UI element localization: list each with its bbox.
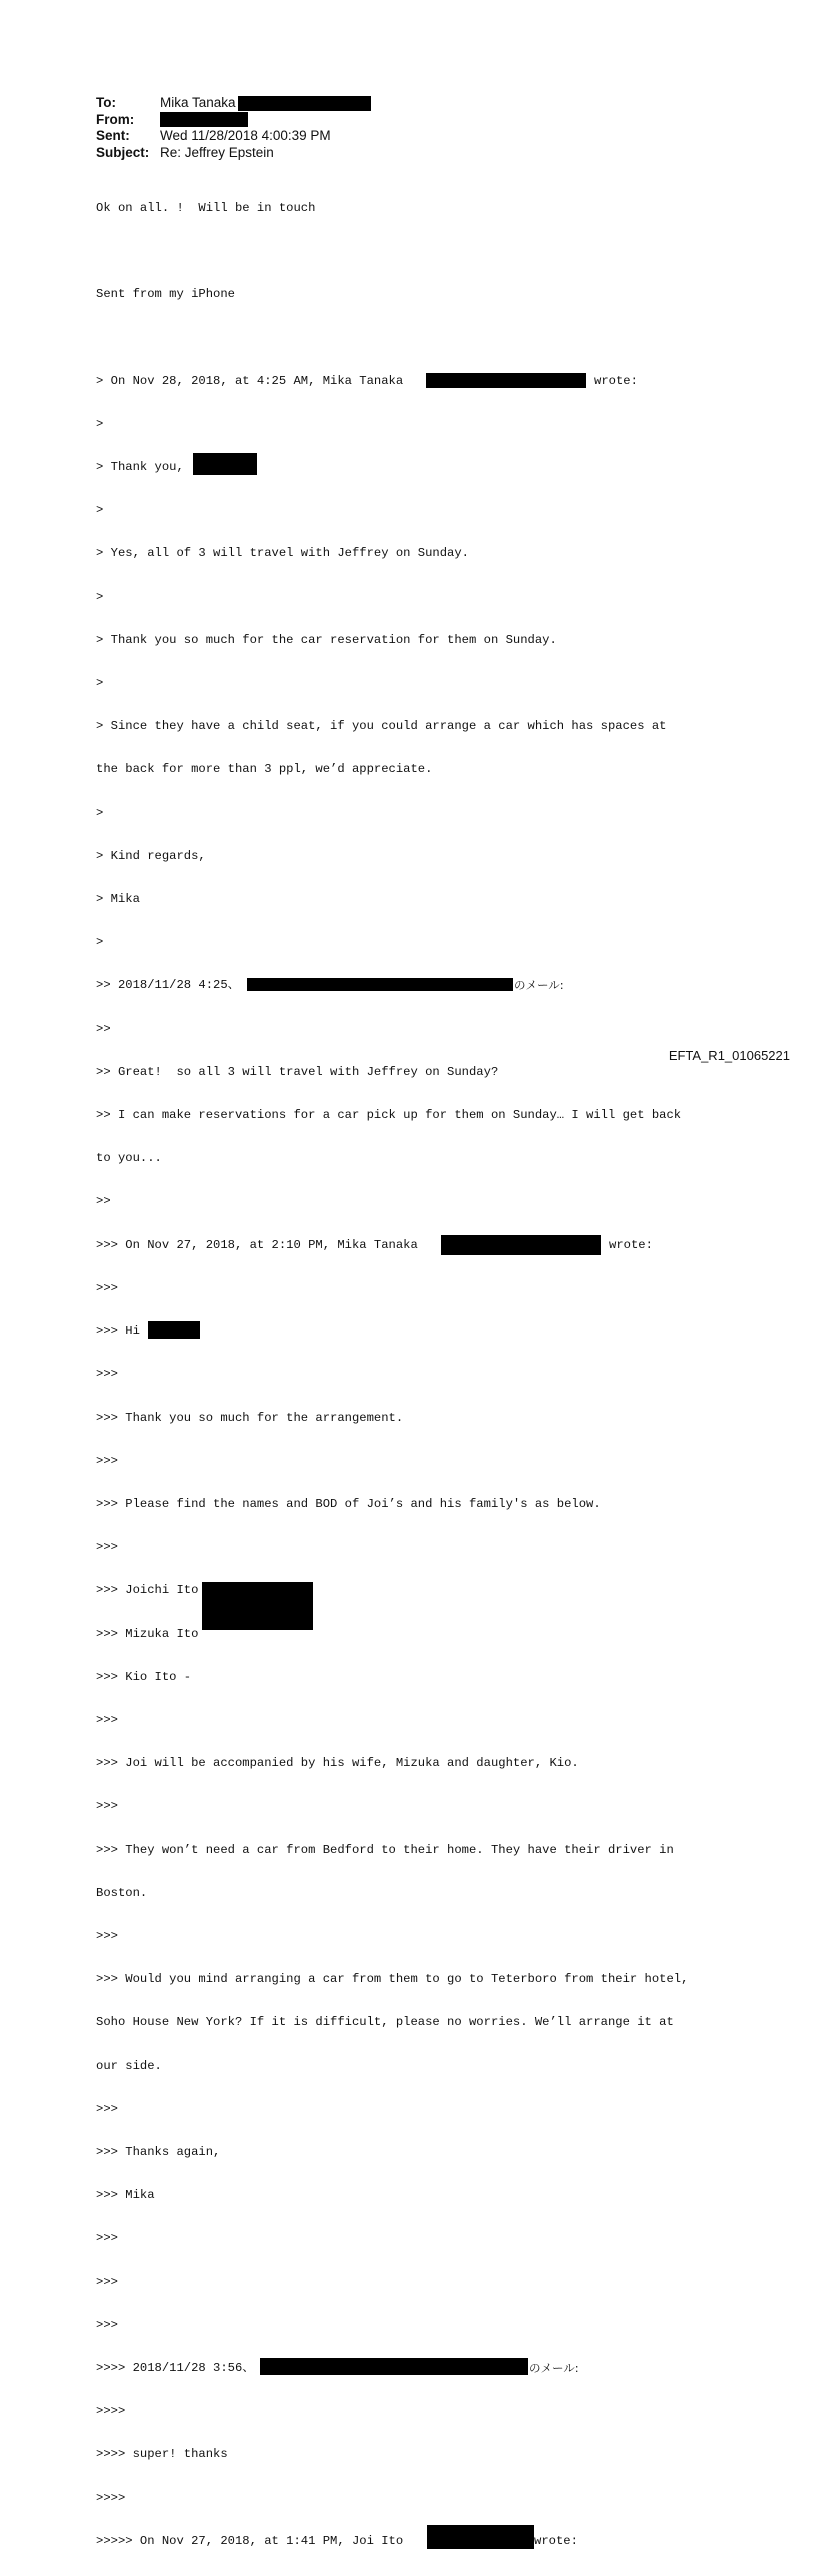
redaction-bar (202, 1582, 313, 1630)
body-line: >>> Would you mind arranging a car from them to go to Teterboro from their hotel, (96, 1972, 689, 1987)
line-text: wrote: (609, 1237, 653, 1252)
body-line: > (96, 416, 104, 431)
body-line: >>> Joi will be accompanied by his wife, Mizuka and daughter, Kio. (96, 1756, 579, 1771)
body-line: >>> (96, 2101, 118, 2116)
body-line: >>> Please find the names and BOD of Joi’s and his family's as below. (96, 1496, 601, 1511)
redaction-bar (260, 2358, 528, 2375)
line-text: > On Nov 28, 2018, at 4:25 AM, Mika Tanaka (96, 373, 404, 388)
body-line: > Since they have a child seat, if you could arrange a car which has spaces at (96, 719, 667, 734)
body-line: >>>> super! thanks (96, 2447, 228, 2462)
redaction-bar (238, 96, 371, 111)
body-line: > Thank you so much for the car reservation for them on Sunday. (96, 632, 557, 647)
body-line: > (96, 935, 104, 950)
body-line: the back for more than 3 ppl, we’d appreciate. (96, 762, 433, 777)
body-line (96, 978, 796, 992)
document-id: EFTA_R1_01065221 (668, 1048, 790, 1063)
body-line: >>> Thanks again, (96, 2144, 221, 2159)
body-line: our side. (96, 2058, 162, 2073)
body-line (96, 2361, 796, 2375)
body-line (96, 1324, 796, 1338)
body-line: >>> (96, 1367, 118, 1382)
from-label: From: (96, 111, 135, 127)
body-line: >> I can make reservations for a car pick up for them on Sunday… I will get back (96, 1108, 682, 1123)
body-line: >>> (96, 1799, 118, 1814)
body-line: > (96, 676, 104, 691)
body-line: >>>> (96, 2404, 126, 2419)
email-header (96, 95, 371, 161)
body-line: >>> (96, 1453, 118, 1468)
body-line (96, 374, 796, 388)
sent-row (96, 128, 371, 145)
redaction-bar (427, 2525, 534, 2549)
body-line: >>> (96, 1928, 118, 1943)
subject-label: Subject: (96, 144, 150, 160)
line-text: >>>>> On Nov 27, 2018, at 1:41 PM, Joi Ito (96, 2533, 404, 2548)
redaction-bar (247, 978, 513, 991)
from-value (160, 112, 248, 129)
body-line: > (96, 589, 104, 604)
body-line: Soho House New York? If it is difficult, please no worries. We’ll arrange it at (96, 2015, 674, 2030)
body-line: Sent from my iPhone (96, 287, 235, 302)
body-line: >>>> (96, 2490, 126, 2505)
body-line: > Kind regards, (96, 848, 206, 863)
body-line: >>> (96, 2274, 118, 2289)
body-line: >>> (96, 2317, 118, 2332)
body-line (96, 1238, 796, 1252)
email-body (96, 172, 796, 2563)
sent-label: Sent: (96, 128, 130, 143)
line-text: > Thank you, (96, 460, 184, 475)
body-line: Boston. (96, 1885, 148, 1900)
line-text: >>>> 2018/11/28 3:56、 (96, 2360, 255, 2375)
line-text: wrote: (534, 2533, 578, 2548)
line-text: >>> On Nov 27, 2018, at 2:10 PM, Mika Tanaka (96, 1237, 418, 1252)
redaction-bar (160, 112, 248, 127)
line-text: >>> Joichi Ito (96, 1583, 199, 1598)
sent-value: Wed 11/28/2018 4:00:39 PM (160, 128, 331, 143)
body-line: >>> Thank you so much for the arrangement. (96, 1410, 404, 1425)
body-line: >>> Mizuka Ito (96, 1626, 199, 1641)
body-line: >>> (96, 1280, 118, 1295)
line-text: >> 2018/11/28 4:25、 (96, 978, 240, 993)
body-line: >>> (96, 1540, 118, 1555)
subject-row (96, 145, 371, 162)
body-line: > (96, 503, 104, 518)
body-line: >> (96, 1021, 111, 1036)
body-line: > Mika (96, 892, 140, 907)
redaction-bar (193, 453, 257, 475)
redaction-bar (148, 1321, 200, 1339)
body-line: >>> Kio Ito - (96, 1669, 192, 1684)
body-line: >>> They won’t need a car from Bedford to their home. They have their driver in (96, 1842, 674, 1857)
body-line (96, 1583, 796, 1597)
body-line: >>> (96, 1712, 118, 1727)
line-text: のメール: (529, 2360, 579, 2375)
to-name: Mika Tanaka (160, 95, 236, 110)
line-text: wrote: (594, 373, 638, 388)
body-line: >> Great! so all 3 will travel with Jeffrey on Sunday? (96, 1064, 499, 1079)
to-row (96, 95, 371, 112)
redaction-bar (426, 373, 586, 388)
to-value (160, 95, 371, 112)
body-line (96, 2534, 796, 2548)
body-line: > Yes, all of 3 will travel with Jeffrey on Sunday. (96, 546, 469, 561)
body-line: >> (96, 1194, 111, 1209)
line-text: のメール: (514, 978, 564, 993)
body-line: >>> Mika (96, 2188, 155, 2203)
body-line (96, 460, 796, 474)
body-line: to you... (96, 1151, 162, 1166)
redaction-bar (441, 1235, 601, 1255)
body-line: Ok on all. ! Will be in touch (96, 200, 316, 215)
to-label: To: (96, 95, 116, 110)
line-text: >>> Hi (96, 1324, 140, 1339)
subject-value: Re: Jeffrey Epstein (160, 144, 274, 160)
body-line: >>> (96, 2231, 118, 2246)
body-line: > (96, 805, 104, 820)
from-row (96, 112, 371, 129)
